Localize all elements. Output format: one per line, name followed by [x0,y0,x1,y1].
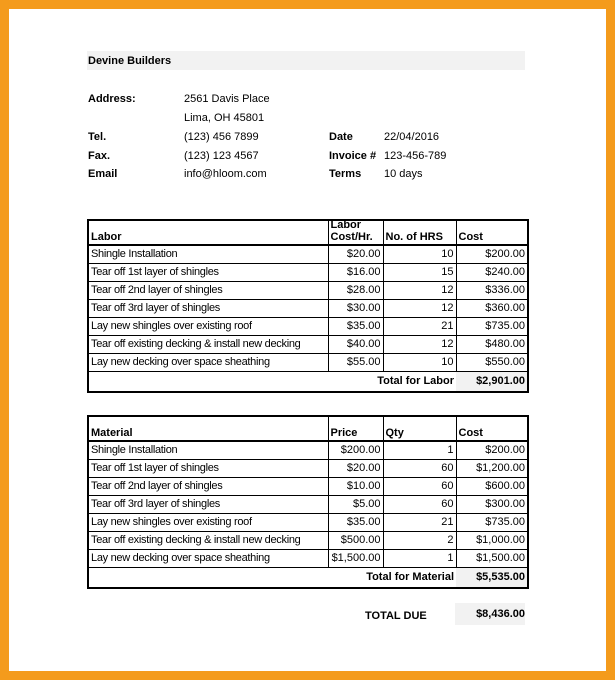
material-description-cell: Lay new shingles over existing roof [88,514,328,532]
total-due-value: $8,436.00 [455,603,525,625]
fax-value: (123) 123 4567 [184,150,259,162]
material-description-cell: Tear off 3rd layer of shingles [88,496,328,514]
address-line1: 2561 Davis Place [184,93,270,105]
labor-total-label: Total for Labor [377,375,454,387]
material-rate-cell: $5.00 [328,496,383,514]
date-value: 22/04/2016 [384,131,440,143]
material-quantity-cell: 1 [383,441,456,460]
date-label: Date [329,131,353,143]
material-rate-cell: $1,500.00 [328,550,383,568]
labor-header-cost-hr [328,220,383,245]
material-rate-cell: $20.00 [328,460,383,478]
labor-row [88,318,528,336]
material-rate-cell: $10.00 [328,478,383,496]
material-row [88,532,528,550]
labor-cost-cell: $336.00 [456,282,528,300]
total-due-label: TOTAL DUE [365,610,427,622]
material-header-cost: Cost [456,416,528,441]
labor-header-cost: Cost [456,220,528,245]
labor-header-hrs: No. of HRS [383,220,456,245]
material-cost-cell: $735.00 [456,514,528,532]
material-description-cell: Tear off existing decking & install new decking [88,532,328,550]
labor-cost-cell: $240.00 [456,264,528,282]
labor-total-row [88,372,528,393]
material-total-label: Total for Material [366,571,454,583]
email-value: info@hloom.com [184,168,267,180]
material-header-material: Material [88,416,328,441]
material-quantity-cell: 1 [383,550,456,568]
labor-cost-cell: $480.00 [456,336,528,354]
labor-table [87,219,529,393]
labor-row [88,354,528,372]
address-line2: Lima, OH 45801 [184,112,265,124]
labor-rate-cell: $16.00 [328,264,383,282]
invoice-number-label: Invoice # [329,150,377,162]
material-cost-cell: $200.00 [456,441,528,460]
labor-quantity-cell: 21 [383,318,456,336]
labor-cost-cell: $200.00 [456,245,528,264]
labor-rate-cell: $28.00 [328,282,383,300]
material-row [88,514,528,532]
labor-description-cell: Lay new decking over space sheathing [88,354,328,372]
material-row [88,441,528,460]
labor-header-labor: Labor [88,220,328,245]
company-name: Devine Builders [88,55,172,67]
material-total-row [88,568,528,589]
email-label: Email [88,168,118,180]
labor-rate-cell: $30.00 [328,300,383,318]
material-description-cell: Lay new decking over space sheathing [88,550,328,568]
material-header-qty: Qty [383,416,456,441]
material-row [88,550,528,568]
material-total-value: $5,535.00 [456,568,528,589]
labor-cost-cell: $360.00 [456,300,528,318]
material-quantity-cell: 2 [383,532,456,550]
labor-description-cell: Tear off 1st layer of shingles [88,264,328,282]
labor-rate-cell: $40.00 [328,336,383,354]
invoice-number-value: 123-456-789 [384,150,447,162]
material-header-price: Price [328,416,383,441]
labor-description-cell: Tear off 2nd layer of shingles [88,282,328,300]
material-cost-cell: $1,000.00 [456,532,528,550]
material-cost-cell: $600.00 [456,478,528,496]
material-quantity-cell: 60 [383,478,456,496]
material-row [88,496,528,514]
material-description-cell: Shingle Installation [88,441,328,460]
labor-quantity-cell: 12 [383,300,456,318]
labor-quantity-cell: 10 [383,354,456,372]
material-quantity-cell: 21 [383,514,456,532]
labor-description-cell: Tear off 3rd layer of shingles [88,300,328,318]
labor-quantity-cell: 15 [383,264,456,282]
labor-description-cell: Shingle Installation [88,245,328,264]
terms-value: 10 days [384,168,423,180]
labor-quantity-cell: 12 [383,336,456,354]
labor-header-cost-hr-top: Labor [330,220,362,231]
labor-row [88,245,528,264]
labor-row [88,264,528,282]
labor-row [88,300,528,318]
labor-rate-cell: $35.00 [328,318,383,336]
page-frame [9,9,606,671]
material-rate-cell: $200.00 [328,441,383,460]
labor-description-cell: Lay new shingles over existing roof [88,318,328,336]
labor-row [88,336,528,354]
labor-total-value: $2,901.00 [456,372,528,393]
labor-rate-cell: $20.00 [328,245,383,264]
material-header-row [88,416,528,441]
tel-value: (123) 456 7899 [184,131,259,143]
material-description-cell: Tear off 2nd layer of shingles [88,478,328,496]
labor-header-cost-hr-bottom: Cost/Hr. [330,231,373,243]
labor-rate-cell: $55.00 [328,354,383,372]
labor-quantity-cell: 12 [383,282,456,300]
labor-cost-cell: $550.00 [456,354,528,372]
labor-row [88,282,528,300]
fax-label: Fax. [88,150,111,162]
terms-label: Terms [329,168,362,180]
material-row [88,460,528,478]
address-label: Address: [88,93,136,105]
labor-description-cell: Tear off existing decking & install new decking [88,336,328,354]
material-table [87,415,529,589]
material-rate-cell: $35.00 [328,514,383,532]
labor-cost-cell: $735.00 [456,318,528,336]
labor-header-row [88,220,528,245]
material-description-cell: Tear off 1st layer of shingles [88,460,328,478]
material-quantity-cell: 60 [383,496,456,514]
material-cost-cell: $300.00 [456,496,528,514]
invoice-page [9,9,606,671]
labor-quantity-cell: 10 [383,245,456,264]
material-cost-cell: $1,200.00 [456,460,528,478]
material-cost-cell: $1,500.00 [456,550,528,568]
tel-label: Tel. [88,131,107,143]
material-quantity-cell: 60 [383,460,456,478]
material-row [88,478,528,496]
material-rate-cell: $500.00 [328,532,383,550]
